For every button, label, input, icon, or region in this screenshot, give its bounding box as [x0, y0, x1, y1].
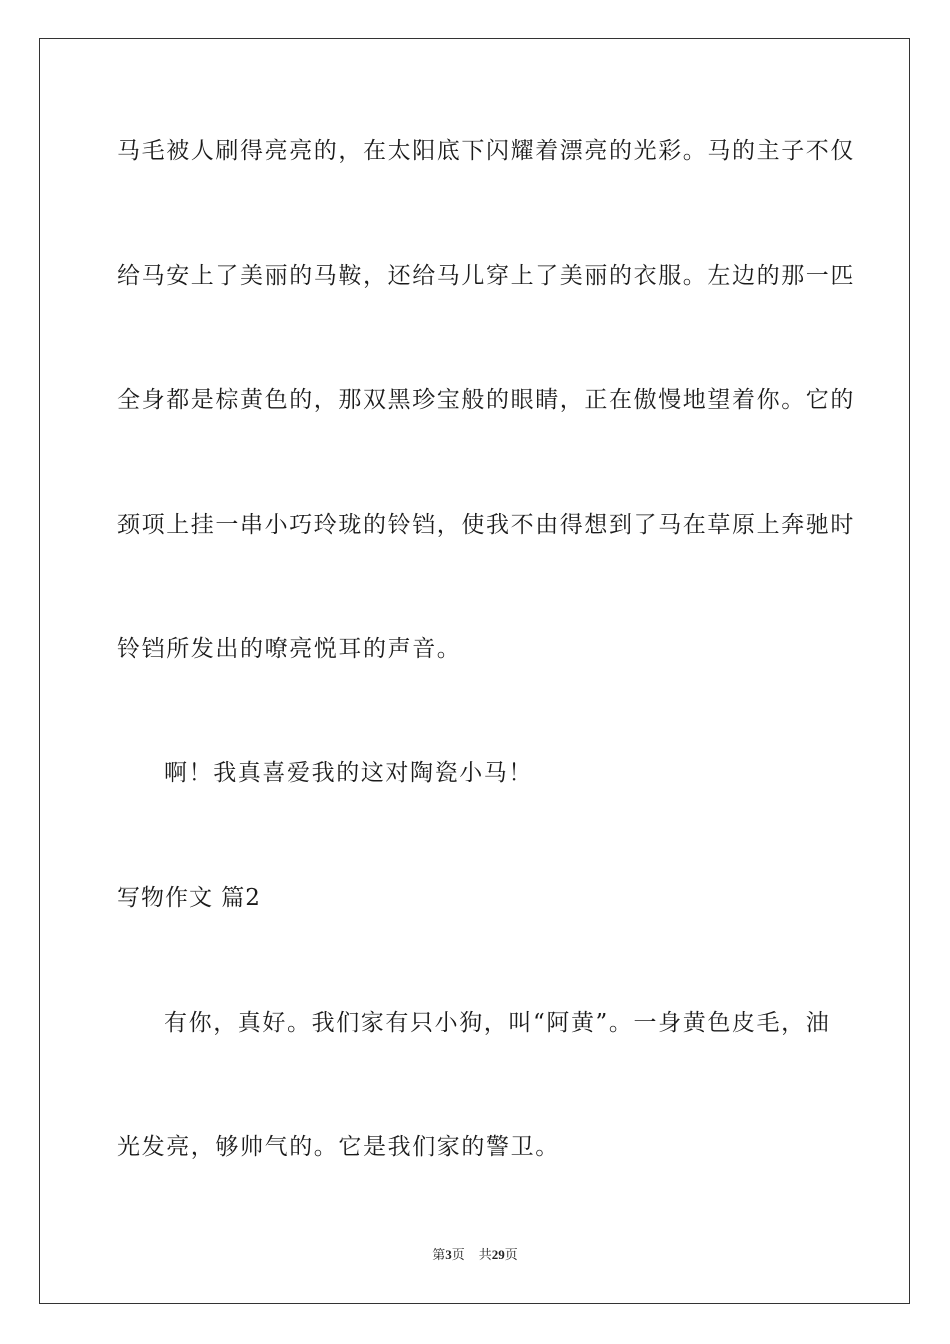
paragraph-line-2: 给马安上了美丽的马鞍，还给马儿穿上了美丽的衣服。左边的那一匹 — [117, 263, 855, 289]
exclamation-line: 啊！我真喜爱我的这对陶瓷小马！ — [164, 760, 533, 786]
paragraph-line-4: 颈项上挂一串小巧玲珑的铃铛，使我不由得想到了马在草原上奔驰时 — [117, 512, 855, 538]
section2-line-2: 光发亮，够帅气的。它是我们家的警卫。 — [117, 1134, 560, 1160]
total-pages: 29 — [491, 1247, 505, 1262]
page-footer — [0, 1246, 950, 1264]
section2-line-1: 有你，真好。我们家有只小狗，叫“阿黄”。一身黄色皮毛，油 — [164, 1010, 831, 1036]
total-suffix: 页 — [504, 1247, 518, 1262]
paragraph-line-3: 全身都是棕黄色的，那双黑珍宝般的眼睛，正在傲慢地望着你。它的 — [117, 387, 855, 413]
page-suffix: 页 — [451, 1247, 465, 1262]
total-prefix: 共 — [478, 1247, 492, 1262]
page-prefix: 第 — [432, 1247, 446, 1262]
page-number: 3 — [445, 1247, 452, 1262]
page-border — [39, 38, 910, 1304]
paragraph-line-5: 铃铛所发出的嘹亮悦耳的声音。 — [117, 636, 462, 662]
section-title: 写物作文 篇2 — [117, 885, 261, 911]
paragraph-line-1: 马毛被人刷得亮亮的，在太阳底下闪耀着漂亮的光彩。马的主子不仅 — [117, 138, 855, 164]
